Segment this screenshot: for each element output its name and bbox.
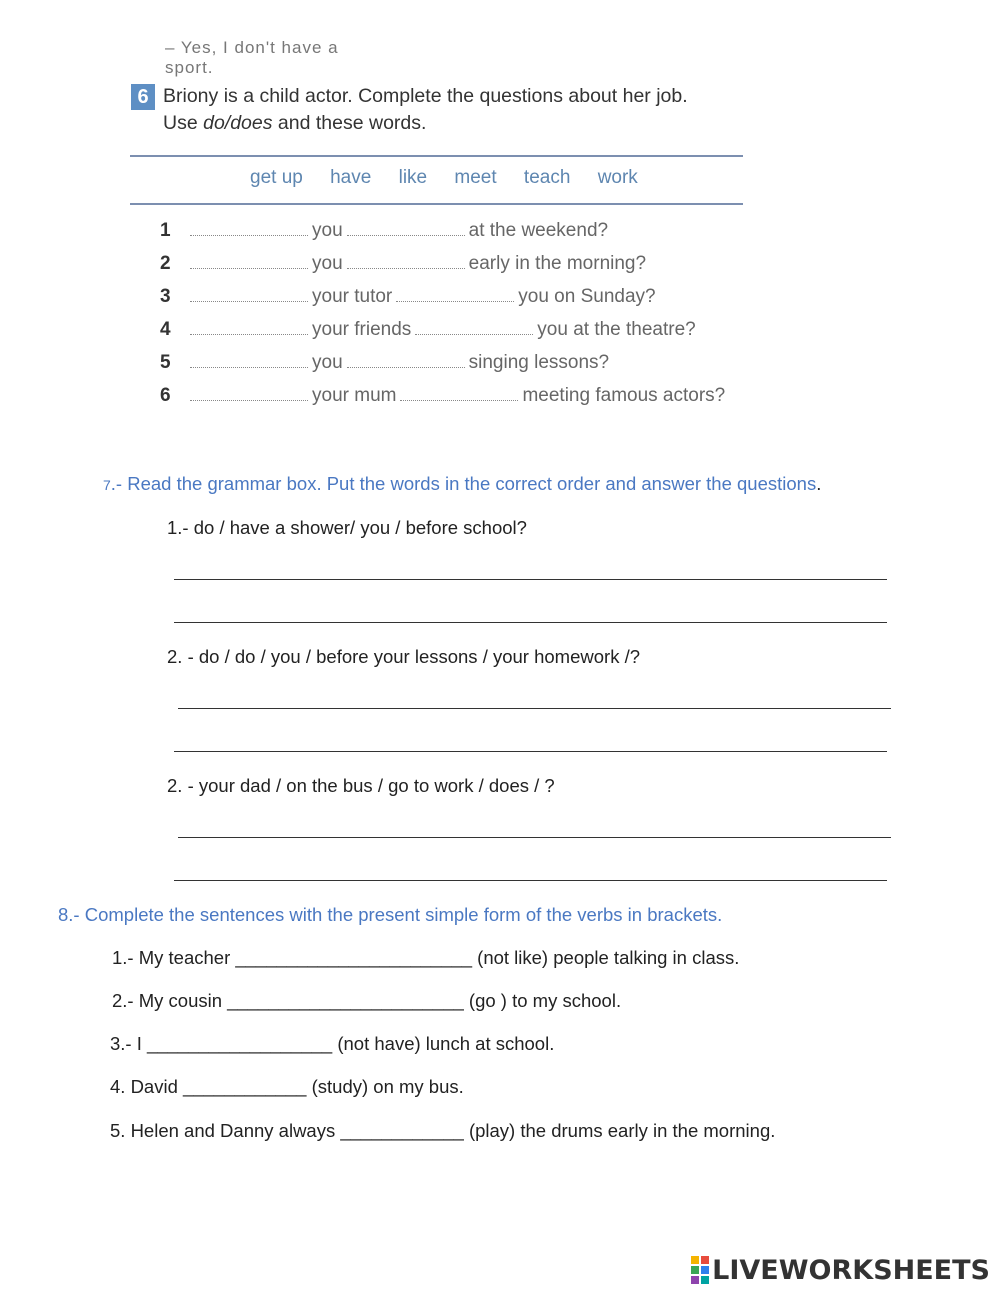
cutoff-text-line: – Yes, I don't have a sport. (165, 38, 339, 77)
exercise-6-question: 2 you early in the morning? (160, 253, 647, 274)
answer-blank[interactable] (190, 351, 308, 368)
answer-blank[interactable] (347, 219, 465, 236)
word-box (130, 167, 743, 189)
exercise-6-question: 4 your friends you at the theatre? (160, 319, 696, 340)
logo-square (701, 1266, 709, 1274)
answer-line[interactable] (174, 751, 887, 752)
word-box-word: like (398, 167, 428, 188)
word-box-top-rule (130, 155, 743, 157)
exercise-8-item: 5. Helen and Danny always ____________ (play) the drums early in the morning. (110, 1120, 776, 1141)
logo-square (691, 1276, 699, 1284)
exercise-7-item: 1.- do / have a shower/ you / before school? (167, 517, 527, 538)
exercise-8-item: 1.- My teacher _______________________ (not like) people talking in class. (112, 947, 740, 968)
exercise-8-item: 3.- I __________________ (not have) lunch at school. (110, 1033, 555, 1054)
answer-blank[interactable] (396, 285, 514, 302)
answer-blank[interactable] (190, 219, 308, 236)
answer-blank[interactable] (190, 285, 308, 302)
exercise-6-instruction-line-1: Briony is a child actor. Complete the questions about her job. (163, 85, 688, 107)
word-box-bottom-rule (130, 203, 743, 205)
answer-blank[interactable] (347, 351, 465, 368)
word-box-word: teach (523, 167, 571, 188)
exercise-8-heading: 8.- Complete the sentences with the present simple form of the verbs in brackets. (58, 904, 723, 925)
exercise-6-question: 6 your mum meeting famous actors? (160, 385, 726, 406)
answer-line[interactable] (174, 579, 887, 580)
word-box-word: get up (250, 167, 303, 188)
logo-square (701, 1276, 709, 1284)
answer-line[interactable] (174, 880, 887, 881)
exercise-6-question: 1 you at the weekend? (160, 220, 609, 241)
logo-icon (691, 1256, 709, 1284)
exercise-6-number-badge: 6 (131, 84, 155, 110)
answer-blank[interactable] (415, 318, 533, 335)
logo-text: LIVEWORKSHEETS (712, 1254, 990, 1286)
answer-line[interactable] (174, 622, 887, 623)
word-box-word: meet (454, 167, 497, 188)
exercise-7-item: 2. - do / do / you / before your lessons / your homework /? (167, 646, 641, 667)
exercise-6-question: 3 your tutor you on Sunday? (160, 286, 656, 307)
exercise-8-item: 2.- My cousin _______________________ (go ) to my school. (112, 990, 622, 1011)
exercise-6-question: 5 you singing lessons? (160, 352, 610, 373)
word-box-word: have (330, 167, 372, 188)
logo-square (701, 1256, 709, 1264)
answer-blank[interactable] (190, 252, 308, 269)
liveworksheets-logo[interactable] (691, 1253, 990, 1287)
answer-blank[interactable] (190, 384, 308, 401)
exercise-7-heading: 7.- Read the grammar box. Put the words in the correct order and answer the questions. (103, 473, 822, 494)
logo-square (691, 1256, 699, 1264)
answer-blank[interactable] (400, 384, 518, 401)
answer-blank[interactable] (190, 318, 308, 335)
answer-blank[interactable] (347, 252, 465, 269)
answer-line[interactable] (178, 837, 891, 838)
exercise-8-item: 4. David ____________ (study) on my bus. (110, 1076, 464, 1097)
exercise-7-item: 2. - your dad / on the bus / go to work / does / ? (167, 775, 555, 796)
word-box-word: work (597, 167, 638, 188)
answer-line[interactable] (178, 708, 891, 709)
exercise-6-instruction-line-2: Use do/does and these words. (163, 112, 427, 134)
logo-square (691, 1266, 699, 1274)
